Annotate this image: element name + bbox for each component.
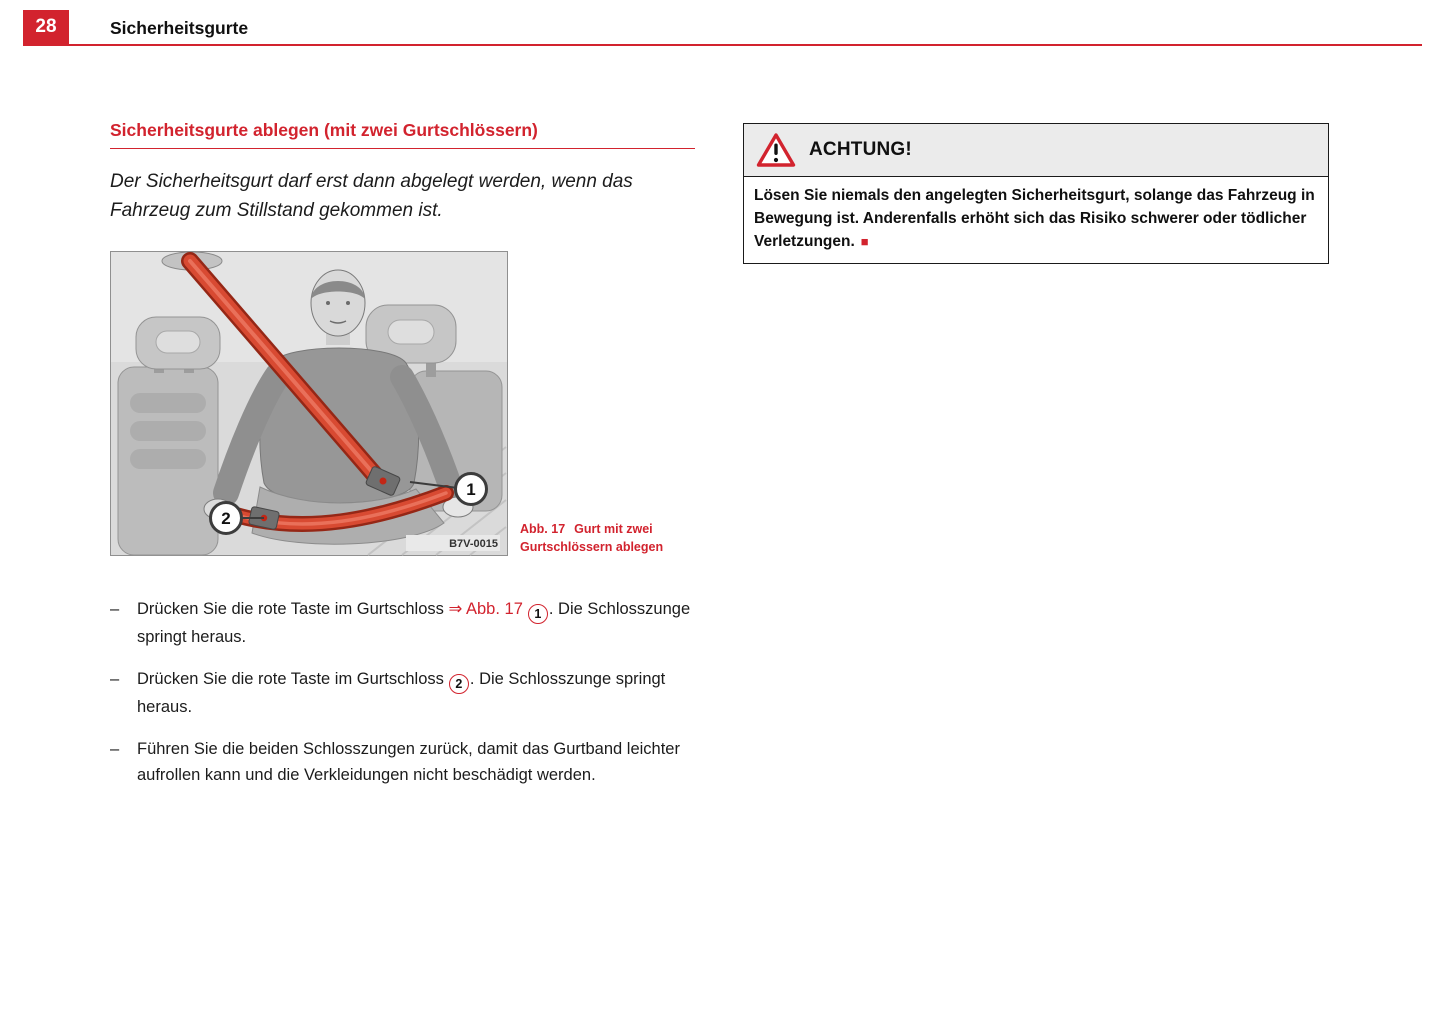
figure-caption: [520, 520, 695, 556]
content-column: [110, 120, 695, 804]
figure-reference-link: ⇒ Abb. 17: [448, 600, 523, 618]
callout-2-badge: 2: [449, 674, 469, 694]
list-dash: –: [110, 740, 120, 758]
header-rule: [23, 44, 1422, 46]
section-heading: Sicherheitsgurte ablegen (mit zwei Gurtschlössern): [110, 120, 695, 149]
warning-box: [743, 123, 1329, 264]
list-dash: –: [110, 670, 120, 688]
step-1-pre: Drücken Sie die rote Taste im Gurtschloss: [137, 600, 449, 618]
figure-callout-1-label: 1: [466, 480, 476, 499]
instruction-list: [110, 596, 695, 788]
warning-header: [744, 124, 1328, 177]
step-3-text: Führen Sie die beiden Schlosszungen zurück, damit das Gurtband leichter aufrollen kann und die Verkleidungen nicht beschädigt werden.: [137, 740, 680, 784]
list-item-3: [110, 736, 695, 788]
list-dash: –: [110, 600, 120, 618]
step-2-post: . Die Schlosszunge springt heraus.: [137, 670, 666, 716]
step-1-post: . Die Schlosszunge springt heraus.: [137, 600, 691, 646]
seatbelt-illustration-svg: [110, 251, 508, 556]
list-item-1: [110, 596, 695, 650]
page-header-title: Sicherheitsgurte: [110, 18, 249, 38]
figure-callout-2-label: 2: [221, 509, 231, 528]
page-number: 28: [35, 16, 57, 37]
intro-paragraph: Der Sicherheitsgurt darf erst dann abgelegt werden, wenn das Fahrzeug zum Stillstand gekommen ist.: [110, 171, 633, 221]
warning-body: [744, 177, 1328, 263]
list-item-2: [110, 666, 695, 720]
warning-text: Lösen Sie niemals den angelegten Sicherheitsgurt, solange das Fahrzeug in Bewegung ist. Anderenfalls erhöht sich das Risiko schwerer oder tödlicher Verletzungen.: [754, 187, 1315, 250]
step-1-text: [137, 596, 695, 650]
step-2-pre: Drücken Sie die rote Taste im Gurtschloss: [137, 670, 444, 688]
end-of-section-marker: ■: [860, 234, 869, 249]
warning-title: ACHTUNG!: [809, 139, 912, 160]
step-2-text: [137, 666, 695, 720]
figure-block: [110, 251, 695, 556]
page-number-badge: [23, 10, 69, 44]
figure-seatbelt-illustration: [110, 251, 508, 556]
callout-1-badge: 1: [528, 604, 548, 624]
figure-caption-label: Abb. 17: [520, 522, 566, 536]
warning-triangle-icon: [756, 132, 796, 168]
figure-caption-text: Gurt mit zwei Gurtschlössern ablegen: [520, 522, 664, 554]
figure-code: B7V-0015: [449, 538, 498, 550]
